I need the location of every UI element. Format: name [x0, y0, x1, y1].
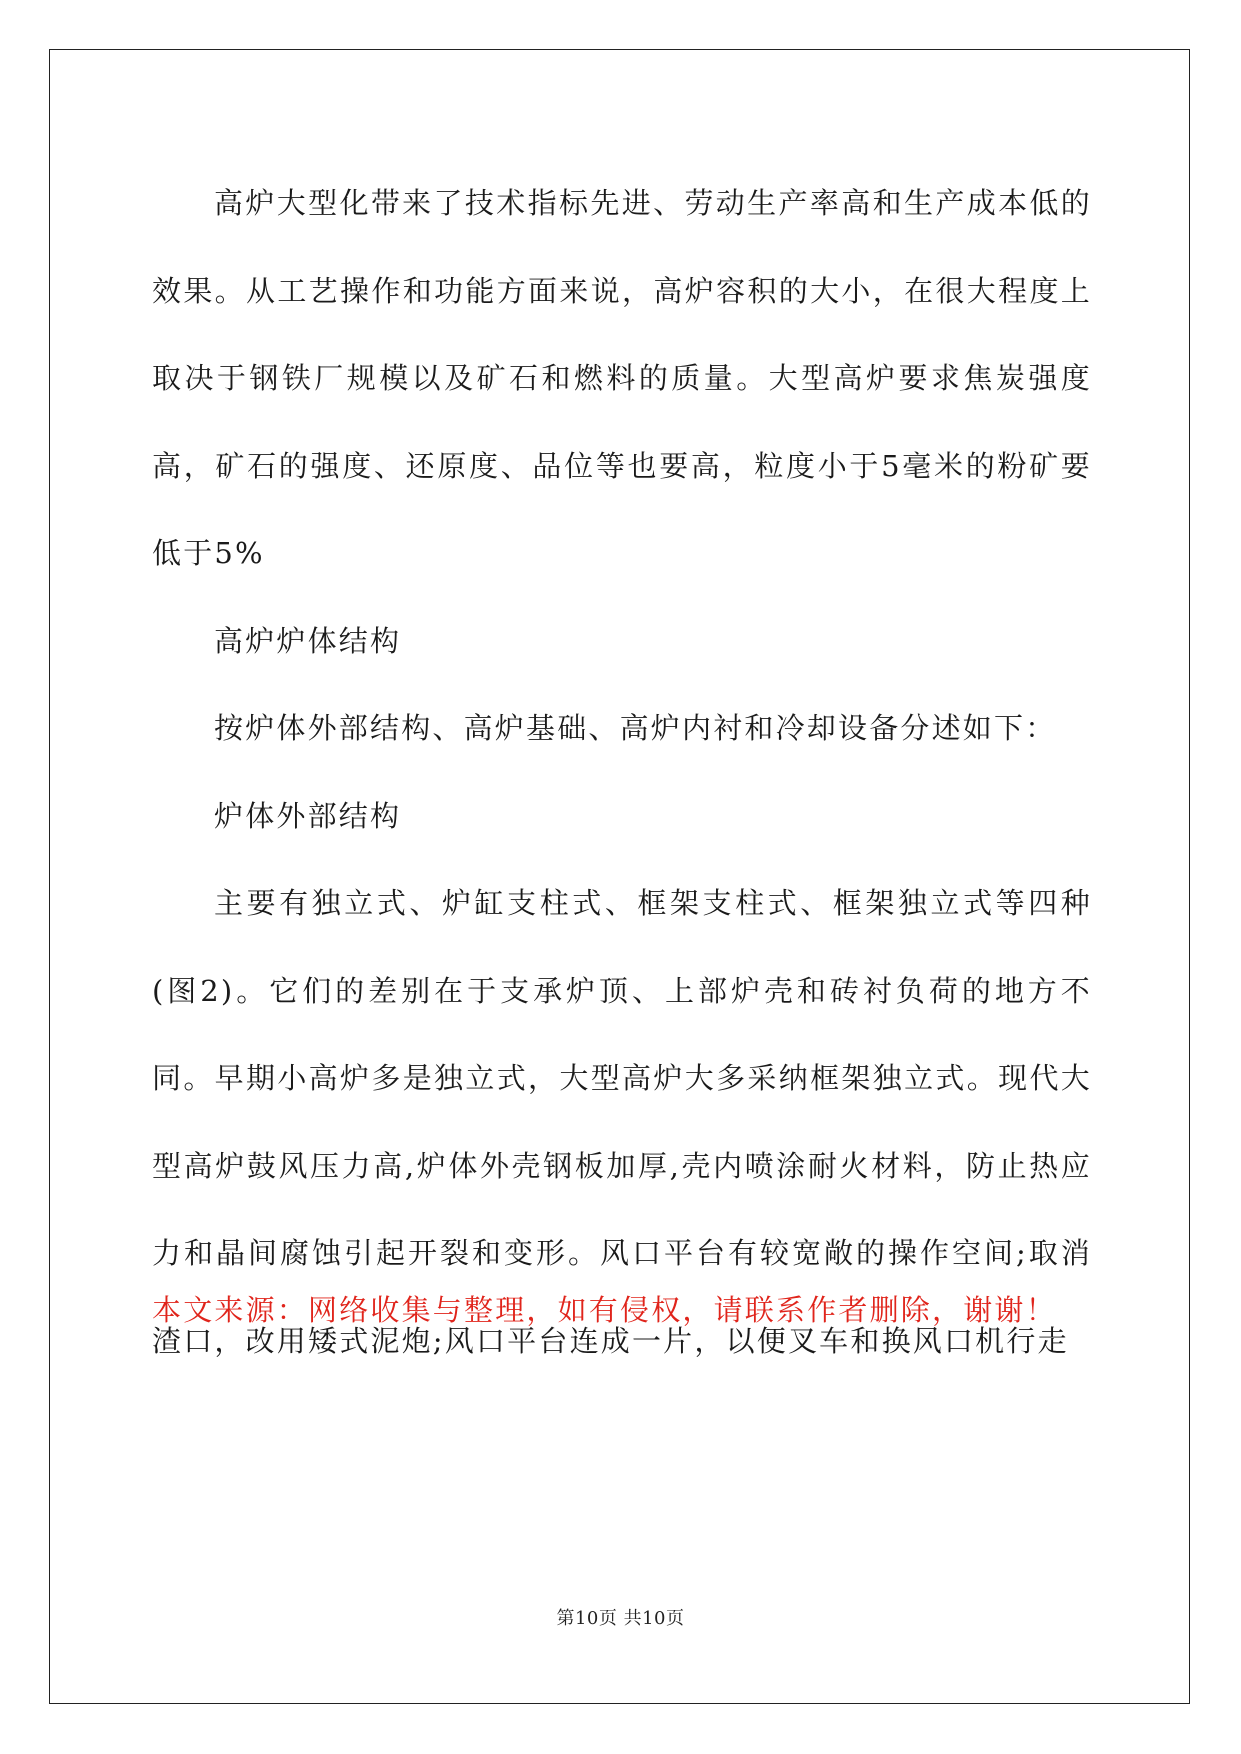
source-notice: 本文来源：网络收集与整理，如有侵权，请联系作者删除，谢谢！ — [152, 1293, 1057, 1327]
paragraph-external-structure-types: 主要有独立式、炉缸支柱式、框架支柱式、框架独立式等四种(图2)。它们的差别在于支承炉顶、上部炉壳和砖衬负荷的地方不同。早期小高炉多是独立式，大型高炉大多采纳框架独立式。现代大型高炉鼓风压力高,炉体外壳钢板加厚,壳内喷涂耐火材料，防止热应力和晶间腐蚀引起开裂和变形。风口平台有较宽敞的操作空间;取消渣口，改用矮式泥炮;风口平台连成一片，以便叉车和换风口机行走 — [152, 886, 1092, 1358]
heading-external-structure: 炉体外部结构 — [214, 798, 402, 833]
paragraph-structure-overview: 按炉体外部结构、高炉基础、高炉内衬和冷却设备分述如下： — [214, 711, 1057, 745]
page-number-footer: 第10页 共10页 — [556, 1608, 685, 1629]
paragraph-blast-furnace-scale: 高炉大型化带来了技术指标先进、劳动生产率高和生产成本低的效果。从工艺操作和功能方面来说，高炉容积的大小，在很大程度上取决于钢铁厂规模以及矿石和燃料的质量。大型高炉要求焦炭强度高，矿石的强度、还原度、品位等也要高，粒度小于5毫米的粉矿要低于5% — [152, 186, 1092, 570]
document-body — [152, 160, 1092, 1385]
heading-furnace-structure: 高炉炉体结构 — [214, 623, 402, 658]
